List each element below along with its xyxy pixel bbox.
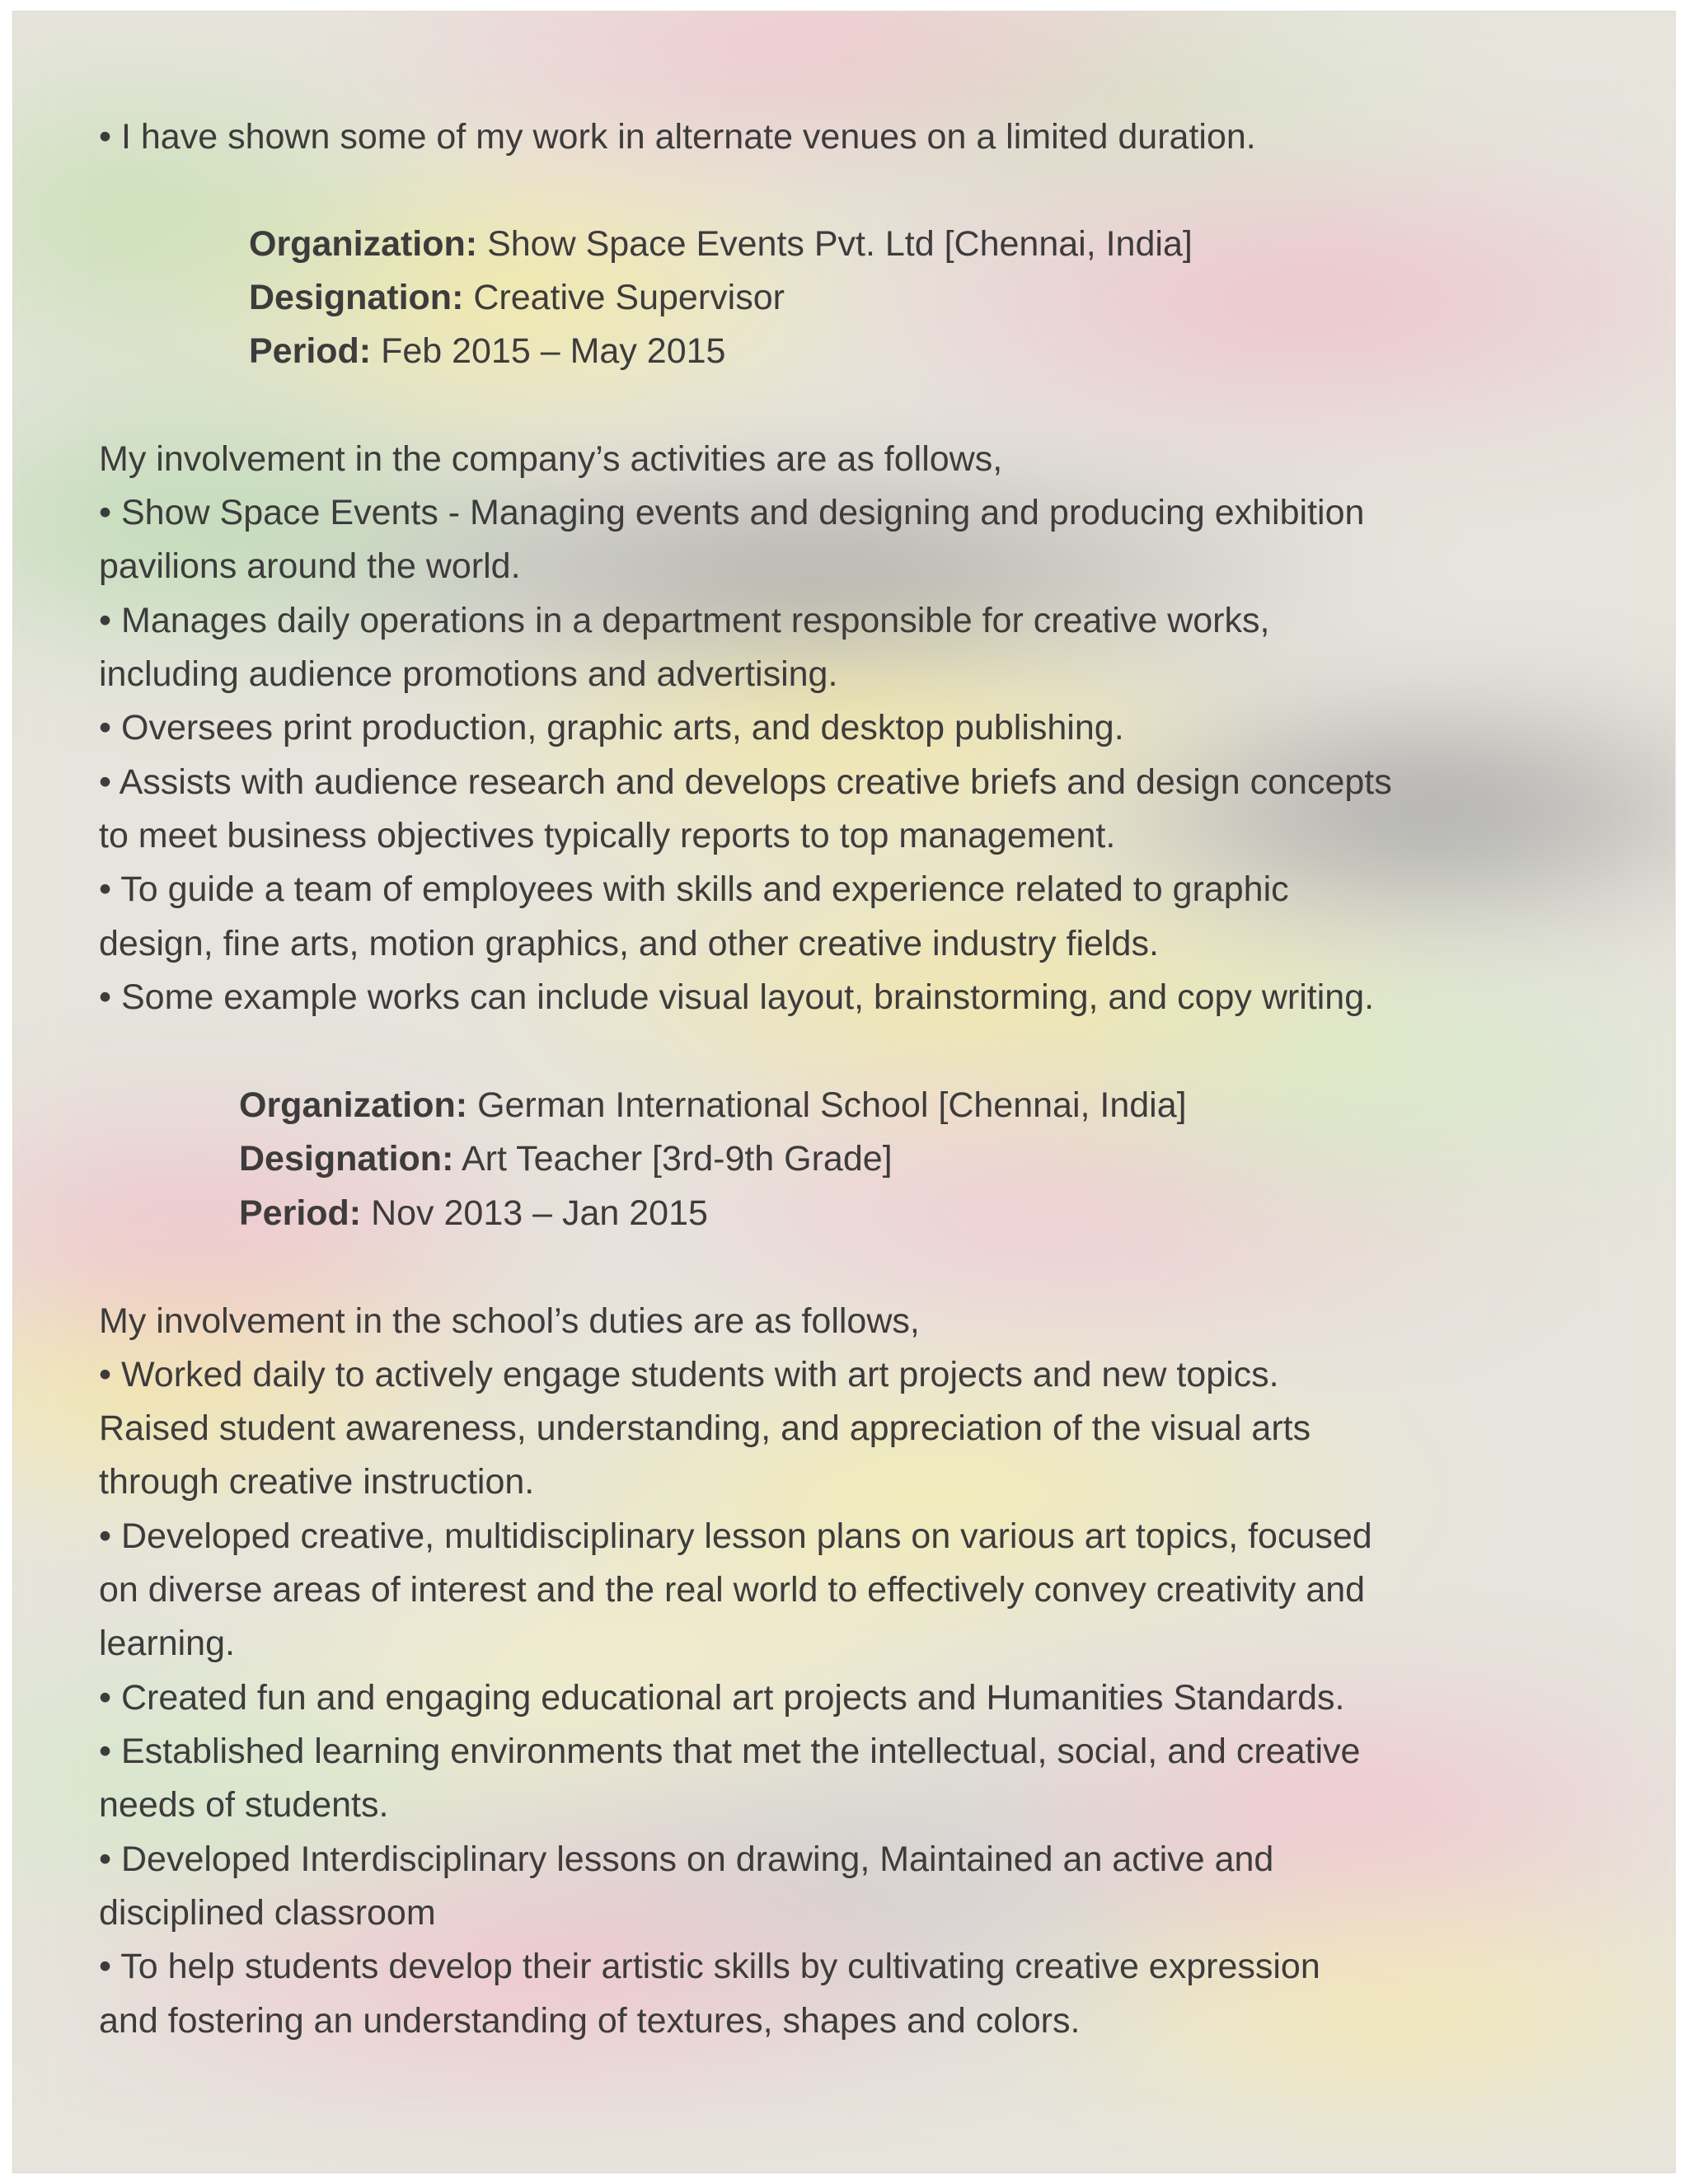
period-label: Period: <box>249 331 372 371</box>
organization-label: Organization: <box>249 224 478 264</box>
job2-intro: My involvement in the school’s duties are as follows, <box>99 1301 920 1341</box>
job2-line: disciplined classroom <box>99 1893 436 1933</box>
document-page <box>13 12 1675 2172</box>
job2-line: • Created fun and engaging educational art projects and Humanities Standards. <box>99 1678 1345 1718</box>
job2-line: • Developed creative, multidisciplinary lesson plans on various art topics, focused <box>99 1516 1372 1556</box>
job1-line: including audience promotions and advertising. <box>99 654 838 694</box>
job1-intro: My involvement in the company’s activities are as follows, <box>99 439 1003 479</box>
job1-line: pavilions around the world. <box>99 546 521 586</box>
job2-line: needs of students. <box>99 1785 389 1825</box>
job1-line: • Oversees print production, graphic arts, and desktop publishing. <box>99 708 1124 748</box>
job2-line: on diverse areas of interest and the real world to effectively convey creativity and <box>99 1570 1366 1610</box>
page-content <box>13 12 1675 2172</box>
job1-designation: Creative Supervisor <box>473 278 785 317</box>
job1-line: • Show Space Events - Managing events and designing and producing exhibition <box>99 493 1365 532</box>
job1-period-line <box>249 330 725 373</box>
job2-line: through creative instruction. <box>99 1462 535 1502</box>
job1-organization-line <box>249 223 1193 265</box>
job1-period: Feb 2015 – May 2015 <box>381 331 726 371</box>
job2-line: Raised student awareness, understanding, and appreciation of the visual arts <box>99 1408 1311 1448</box>
intro-bullet: • I have shown some of my work in alternate venues on a limited duration. <box>99 117 1256 157</box>
job2-line: • Established learning environments that met the intellectual, social, and creative <box>99 1732 1361 1771</box>
job1-line: to meet business objectives typically reports to top management. <box>99 816 1116 855</box>
job2-period-line <box>239 1192 708 1235</box>
job2-line: • To help students develop their artistic skills by cultivating creative expression <box>99 1947 1320 1986</box>
period-label: Period: <box>239 1193 362 1233</box>
job2-designation: Art Teacher [3rd-9th Grade] <box>461 1139 893 1179</box>
designation-label: Designation: <box>249 278 464 317</box>
job2-period: Nov 2013 – Jan 2015 <box>371 1193 708 1233</box>
job1-line: • Assists with audience research and develops creative briefs and design concepts <box>99 762 1392 802</box>
job2-organization-line <box>239 1084 1187 1127</box>
organization-label: Organization: <box>239 1085 468 1125</box>
job2-line: • Developed Interdisciplinary lessons on drawing, Maintained an active and <box>99 1840 1274 1879</box>
job2-line: and fostering an understanding of textures, shapes and colors. <box>99 2001 1081 2041</box>
job1-line: • Manages daily operations in a department responsible for creative works, <box>99 601 1270 640</box>
job1-line: • Some example works can include visual layout, brainstorming, and copy writing. <box>99 977 1375 1017</box>
job1-organization: Show Space Events Pvt. Ltd [Chennai, India] <box>487 224 1193 264</box>
job2-designation-line <box>239 1137 893 1180</box>
job2-organization: German International School [Chennai, India] <box>477 1085 1187 1125</box>
job2-line: • Worked daily to actively engage students with art projects and new topics. <box>99 1355 1279 1394</box>
job1-designation-line <box>249 276 785 319</box>
designation-label: Designation: <box>239 1139 454 1179</box>
job2-line: learning. <box>99 1624 235 1663</box>
job1-line: design, fine arts, motion graphics, and other creative industry fields. <box>99 924 1159 963</box>
job1-line: • To guide a team of employees with skills and experience related to graphic <box>99 869 1289 909</box>
